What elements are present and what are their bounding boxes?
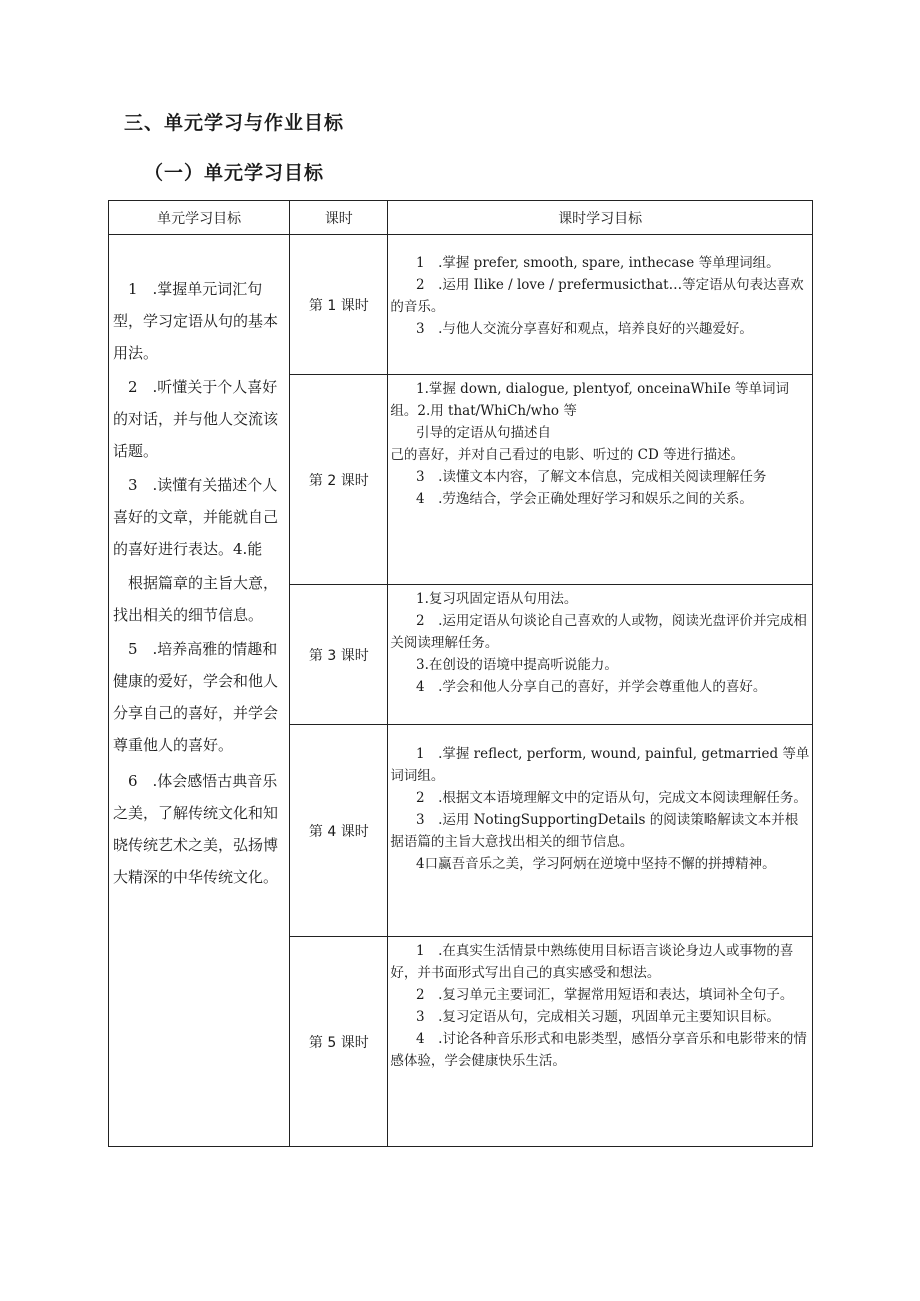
lesson-1-goal-2: 2 .运用 Ilike / love / prefermusicthat…等定语从句表达喜欢的音乐。 [390,277,804,315]
header-unit-goals: 单元学习目标 [109,201,290,235]
lesson-5-goal-1: 1 .在真实生活情景中熟练使用目标语言谈论身边人或事物的喜好，并书面形式写出自己的真实感受和想法。 [390,943,794,981]
lesson-5-goal-4: 4 .讨论各种音乐形式和电影类型，感悟分享音乐和电影带来的情感体验，学会健康快乐生活。 [390,1031,807,1069]
lesson-3-goal-4: 4 .学会和他人分享自己的喜好，并学会尊重他人的喜好。 [416,679,767,695]
unit-goal-2: 2 .听懂关于个人喜好的对话，并与他人交流该话题。 [113,378,279,460]
lesson-4-goal-3: 3 .运用 NotingSupportingDetails 的阅读策略解读文本并根据语篇的主旨大意找出相关的细节信息。 [390,812,799,850]
lesson-label-5: 第 5 课时 [290,937,388,1147]
table-header-row [109,201,813,235]
lesson-1-goal-1: 1 .掌握 prefer, smooth, spare, inthecase 等单理词组。 [416,255,780,271]
unit-goal-1: 1 .掌握单元词汇句型，学习定语从句的基本用法。 [113,280,279,362]
lesson-4-goal-2: 2 .根据文本语境理解文中的定语从句，完成文本阅读理解任务。 [416,790,807,806]
subsection-heading: （一）单元学习目标 [144,162,325,184]
unit-goal-3: 3 .读懂有关描述个人喜好的文章，并能就自己的喜好进行表达。4.能 [113,476,279,558]
lesson-3-goal-1: 1.复习巩固定语从句用法。 [416,591,578,607]
lesson-2-goal-3: 己的喜好，并对自己看过的电影、听过的 CD 等进行描述。 [390,447,745,463]
lesson-label-3: 第 3 课时 [290,585,388,725]
lesson-goals-2 [388,375,813,585]
unit-goal-6: 6 .体会感悟古典音乐之美，了解传统文化和知晓传统艺术之美，弘扬博大精深的中华传统文化。 [113,772,279,886]
header-lesson: 课时 [290,201,388,235]
lesson-label-4: 第 4 课时 [290,725,388,937]
lesson-2-goal-4: 3 .读懂文本内容，了解文本信息，完成相关阅读理解任务 [416,469,767,485]
lesson-label-2: 第 2 课时 [290,375,388,585]
lesson-1-goal-3: 3 .与他人交流分享喜好和观点，培养良好的兴趣爱好。 [416,321,753,337]
header-lesson-goals: 课时学习目标 [388,201,813,235]
table-row [109,235,813,375]
lesson-4-goal-4: 4口赢吾音乐之美，学习阿炳在逆境中坚持不懈的拼搏精神。 [416,856,776,872]
section-heading: 三、单元学习与作业目标 [124,112,345,134]
lesson-5-goal-2: 2 .复习单元主要词汇，掌握常用短语和表达，填词补全句子。 [416,987,794,1003]
lesson-goals-5 [388,937,813,1147]
lesson-label-1: 第 1 课时 [290,235,388,375]
lesson-4-goal-1: 1 .掌握 reflect, perform, wound, painful, getmarried 等单词词组。 [390,746,810,784]
lesson-goals-4 [388,725,813,937]
lesson-3-goal-3: 3.在创设的语境中提高听说能力。 [416,657,618,673]
unit-goals-cell [109,235,290,1147]
lesson-3-goal-2: 2 .运用定语从句谈论自己喜欢的人或物，阅读光盘评价并完成相关阅读理解任务。 [390,613,807,651]
unit-goal-4: 根据篇章的主旨大意，找出相关的细节信息。 [113,574,279,624]
lesson-2-goal-1: 1.掌握 down, dialogue, plentyof, onceinaWhiIe 等单词词组。2.用 that/WhiCh/who 等 [390,381,790,419]
lesson-2-goal-5: 4 .劳逸结合，学会正确处理好学习和娱乐之间的关系。 [416,491,753,507]
unit-goal-5: 5 .培养高雅的情趣和健康的爱好，学会和他人分享自己的喜好，并学会尊重他人的喜好。 [113,640,279,754]
lesson-5-goal-3: 3 .复习定语从句，完成相关习题，巩固单元主要知识目标。 [416,1009,780,1025]
unit-goals-table [108,200,813,1147]
lesson-2-goal-2: 引导的定语从句描述自 [416,425,552,441]
lesson-goals-3 [388,585,813,725]
lesson-goals-1 [388,235,813,375]
